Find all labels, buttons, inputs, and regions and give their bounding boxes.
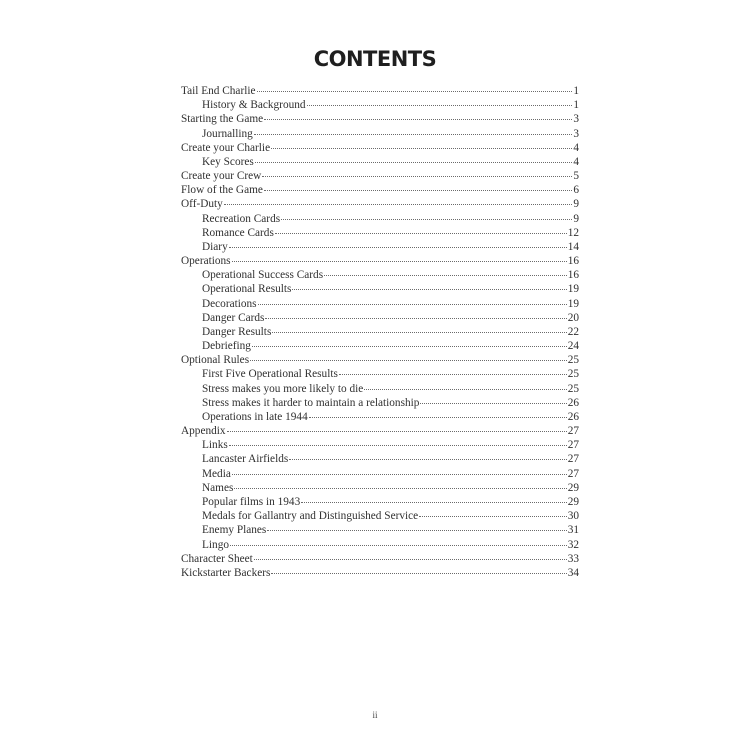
toc-entry bbox=[181, 212, 579, 226]
toc-entry-page: 6 bbox=[573, 184, 579, 197]
toc-leader-dots bbox=[257, 84, 573, 92]
toc-entry bbox=[181, 552, 579, 566]
toc-leader-dots bbox=[264, 112, 572, 120]
toc-entry bbox=[181, 84, 579, 98]
toc-leader-dots bbox=[254, 552, 567, 560]
toc-entry-page: 9 bbox=[573, 198, 579, 211]
toc-entry-label: Lingo bbox=[202, 538, 229, 551]
toc-entry-label: Operational Success Cards bbox=[202, 269, 324, 282]
toc-entry-page: 31 bbox=[567, 524, 579, 537]
toc-entry-label: Journalling bbox=[202, 127, 253, 140]
toc-entry bbox=[181, 438, 579, 452]
toc-entry-label: Medals for Gallantry and Distinguished Service bbox=[202, 510, 419, 523]
toc-entry-page: 5 bbox=[573, 170, 579, 183]
toc-entry-label: Optional Rules bbox=[181, 354, 250, 367]
toc-leader-dots bbox=[265, 311, 566, 319]
toc-entry-label: Popular films in 1943 bbox=[202, 495, 301, 508]
toc-entry-label: Appendix bbox=[181, 425, 226, 438]
toc-leader-dots bbox=[339, 367, 567, 375]
toc-entry-label: Off-Duty bbox=[181, 198, 223, 211]
toc-entry-page: 22 bbox=[567, 325, 579, 338]
toc-leader-dots bbox=[232, 467, 567, 475]
toc-entry-label: Create your Crew bbox=[181, 170, 262, 183]
toc-entry bbox=[181, 325, 579, 339]
toc-entry-page: 9 bbox=[573, 212, 579, 225]
toc-entry-label: Operations in late 1944 bbox=[202, 410, 308, 423]
toc-entry-page: 20 bbox=[567, 311, 579, 324]
toc-entry-label: Tail End Charlie bbox=[181, 85, 256, 97]
toc-entry-page: 30 bbox=[567, 510, 579, 523]
toc-entry-label: History & Background bbox=[202, 99, 306, 112]
toc-entry bbox=[181, 566, 579, 580]
toc-entry-label: Media bbox=[202, 467, 231, 480]
toc-entry bbox=[181, 112, 579, 126]
toc-leader-dots bbox=[292, 282, 566, 290]
toc-entry-label: Lancaster Airfields bbox=[202, 453, 289, 466]
toc-entry-page: 27 bbox=[567, 453, 579, 466]
toc-entry-page: 24 bbox=[567, 340, 579, 353]
toc-entry bbox=[181, 240, 579, 254]
toc-entry bbox=[181, 424, 579, 438]
toc-leader-dots bbox=[229, 438, 567, 446]
toc-entry bbox=[181, 282, 579, 296]
toc-entry-label: Diary bbox=[202, 240, 228, 253]
toc-entry-label: First Five Operational Results bbox=[202, 368, 338, 381]
toc-leader-dots bbox=[420, 396, 566, 404]
toc-entry-label: Debriefing bbox=[202, 340, 251, 353]
toc-entry bbox=[181, 268, 579, 282]
toc-entry bbox=[181, 311, 579, 325]
toc-entry bbox=[181, 141, 579, 155]
toc-entry-label: Kickstarter Backers bbox=[181, 566, 271, 579]
toc-entry bbox=[181, 339, 579, 353]
toc-entry-page: 34 bbox=[567, 566, 579, 579]
toc-leader-dots bbox=[232, 254, 567, 262]
toc-entry-page: 27 bbox=[567, 439, 579, 452]
toc-leader-dots bbox=[309, 410, 567, 418]
toc-entry-page: 26 bbox=[567, 410, 579, 423]
table-of-contents bbox=[181, 84, 579, 580]
toc-entry bbox=[181, 155, 579, 169]
toc-entry-page: 25 bbox=[567, 354, 579, 367]
toc-entry bbox=[181, 396, 579, 410]
toc-entry-page: 3 bbox=[573, 113, 579, 126]
toc-entry-page: 1 bbox=[573, 85, 579, 97]
toc-leader-dots bbox=[275, 226, 567, 234]
toc-leader-dots bbox=[301, 495, 566, 503]
toc-entry bbox=[181, 410, 579, 424]
toc-leader-dots bbox=[307, 98, 573, 106]
toc-leader-dots bbox=[234, 481, 566, 489]
toc-entry-page: 16 bbox=[567, 255, 579, 268]
toc-entry-page: 4 bbox=[573, 141, 579, 154]
toc-entry-page: 19 bbox=[567, 283, 579, 296]
toc-entry-page: 16 bbox=[567, 269, 579, 282]
toc-entry-label: Starting the Game bbox=[181, 113, 264, 126]
toc-entry-label: Flow of the Game bbox=[181, 184, 263, 197]
toc-leader-dots bbox=[230, 538, 567, 546]
toc-entry-label: Links bbox=[202, 439, 228, 452]
toc-leader-dots bbox=[364, 382, 566, 390]
toc-leader-dots bbox=[271, 141, 572, 149]
toc-leader-dots bbox=[264, 183, 572, 191]
toc-entry-label: Create your Charlie bbox=[181, 141, 271, 154]
toc-entry bbox=[181, 226, 579, 240]
toc-entry-page: 25 bbox=[567, 368, 579, 381]
toc-entry bbox=[181, 169, 579, 183]
toc-entry-page: 12 bbox=[567, 226, 579, 239]
toc-leader-dots bbox=[267, 523, 566, 531]
toc-leader-dots bbox=[250, 353, 567, 361]
toc-leader-dots bbox=[324, 268, 567, 276]
toc-entry-page: 4 bbox=[573, 155, 579, 168]
toc-entry-label: Stress makes it harder to maintain a relationship bbox=[202, 396, 420, 409]
toc-entry-label: Operations bbox=[181, 255, 231, 268]
toc-entry bbox=[181, 495, 579, 509]
toc-entry-page: 1 bbox=[573, 99, 579, 112]
toc-entry bbox=[181, 297, 579, 311]
toc-entry-page: 33 bbox=[567, 552, 579, 565]
toc-leader-dots bbox=[258, 297, 567, 305]
toc-entry-label: Operational Results bbox=[202, 283, 292, 296]
toc-leader-dots bbox=[255, 155, 573, 163]
toc-entry-label: Decorations bbox=[202, 297, 257, 310]
toc-leader-dots bbox=[224, 197, 573, 205]
toc-entry-page: 3 bbox=[573, 127, 579, 140]
toc-entry-label: Enemy Planes bbox=[202, 524, 267, 537]
toc-leader-dots bbox=[272, 325, 566, 333]
toc-entry-label: Romance Cards bbox=[202, 226, 274, 239]
toc-leader-dots bbox=[254, 127, 573, 135]
toc-entry-label: Recreation Cards bbox=[202, 212, 281, 225]
toc-entry-page: 14 bbox=[567, 240, 579, 253]
toc-entry-label: Danger Results bbox=[202, 325, 272, 338]
toc-entry-label: Names bbox=[202, 481, 234, 494]
toc-entry-page: 32 bbox=[567, 538, 579, 551]
page-number: ii bbox=[372, 710, 378, 720]
toc-entry bbox=[181, 183, 579, 197]
page-title: CONTENTS bbox=[313, 47, 437, 71]
toc-entry bbox=[181, 509, 579, 523]
toc-entry bbox=[181, 452, 579, 466]
toc-entry bbox=[181, 467, 579, 481]
toc-entry bbox=[181, 538, 579, 552]
toc-entry bbox=[181, 254, 579, 268]
toc-leader-dots bbox=[419, 509, 567, 517]
toc-entry bbox=[181, 127, 579, 141]
toc-leader-dots bbox=[227, 424, 567, 432]
toc-entry-page: 29 bbox=[567, 495, 579, 508]
toc-entry-label: Key Scores bbox=[202, 155, 254, 168]
toc-entry-page: 29 bbox=[567, 481, 579, 494]
toc-entry bbox=[181, 353, 579, 367]
toc-entry bbox=[181, 98, 579, 112]
toc-entry-page: 25 bbox=[567, 382, 579, 395]
toc-leader-dots bbox=[229, 240, 567, 248]
toc-entry bbox=[181, 382, 579, 396]
toc-leader-dots bbox=[262, 169, 572, 177]
toc-entry-page: 27 bbox=[567, 467, 579, 480]
toc-leader-dots bbox=[252, 339, 567, 347]
toc-entry-page: 26 bbox=[567, 396, 579, 409]
toc-entry-label: Danger Cards bbox=[202, 311, 265, 324]
toc-entry bbox=[181, 367, 579, 381]
toc-entry-label: Stress makes you more likely to die bbox=[202, 382, 364, 395]
toc-entry-label: Character Sheet bbox=[181, 552, 253, 565]
toc-leader-dots bbox=[289, 452, 566, 460]
toc-leader-dots bbox=[281, 212, 572, 220]
toc-entry bbox=[181, 523, 579, 537]
toc-leader-dots bbox=[271, 566, 566, 574]
toc-entry-page: 27 bbox=[567, 425, 579, 438]
toc-entry bbox=[181, 197, 579, 211]
toc-entry-page: 19 bbox=[567, 297, 579, 310]
toc-entry bbox=[181, 481, 579, 495]
